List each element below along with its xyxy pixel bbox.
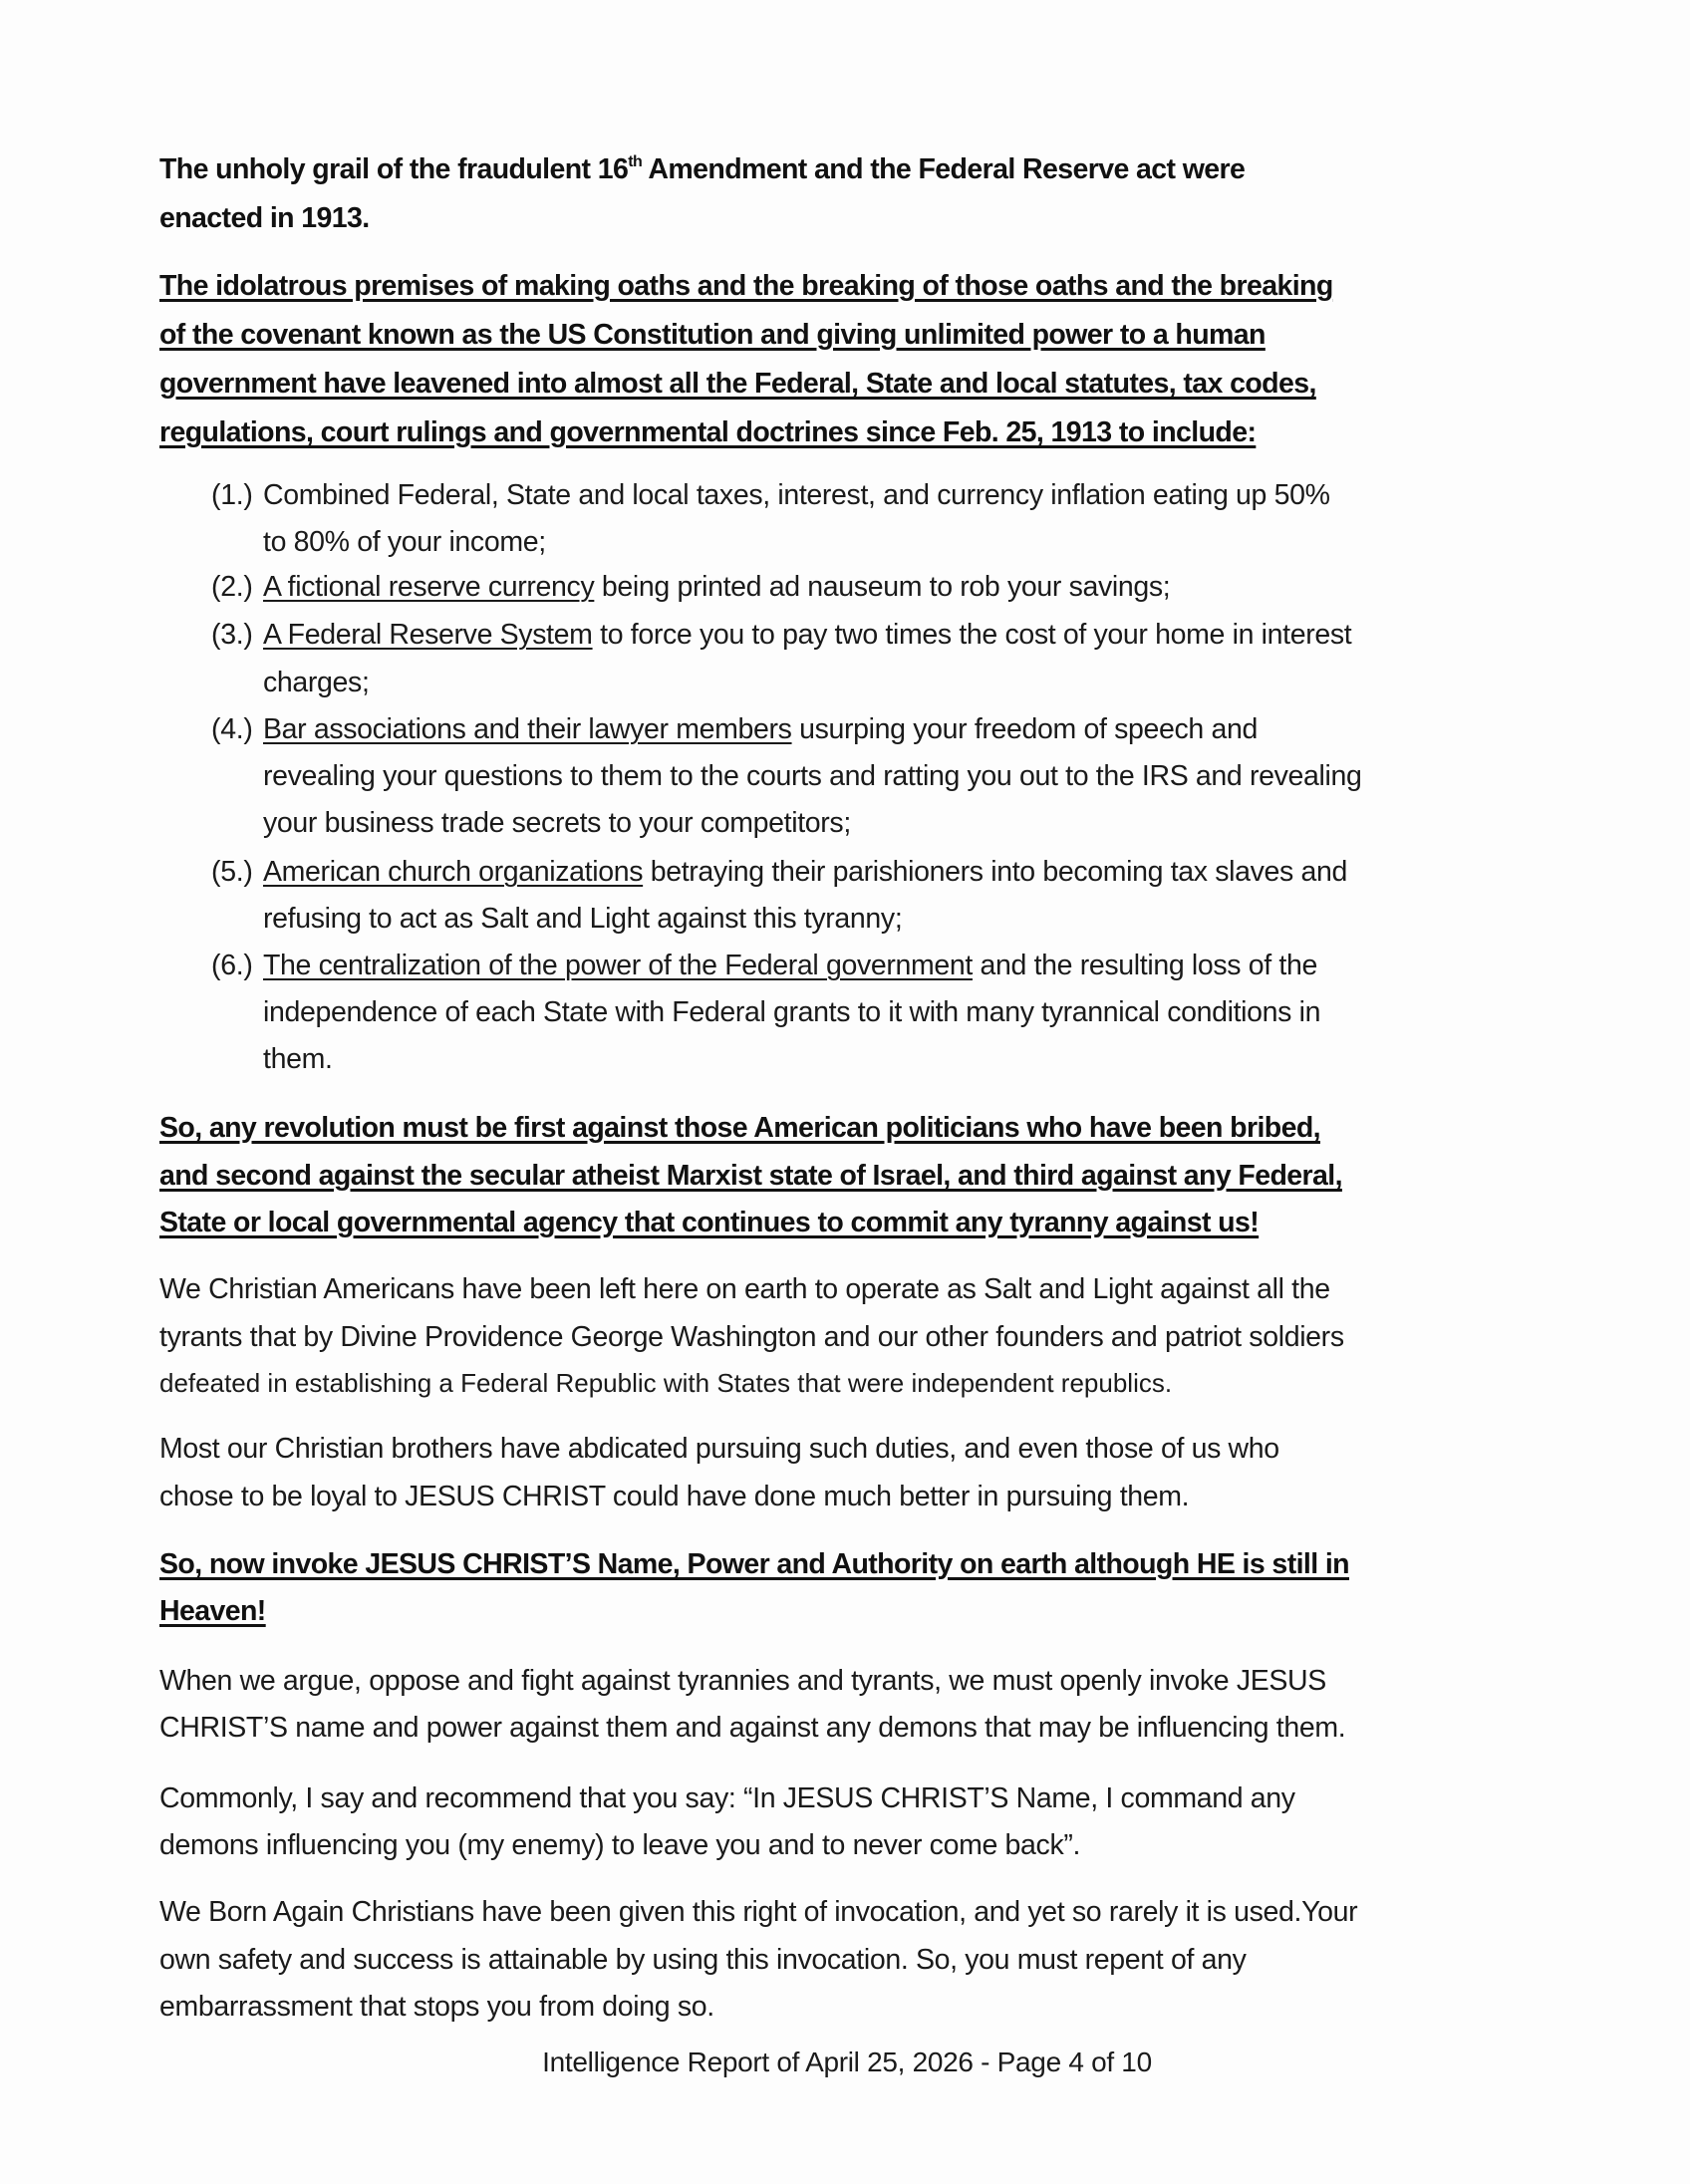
list-item-text: Combined Federal, State and local taxes, interest, and currency inflation eating up 50% bbox=[263, 479, 1330, 511]
list-item-text: The centralization of the power of the Federal government and the resulting loss of the bbox=[263, 950, 1317, 981]
revolution-line-3: State or local governmental agency that continues to commit any tyranny against us! bbox=[159, 1207, 1260, 1238]
ordinal-suffix: th bbox=[628, 153, 643, 170]
paragraph-line: demons influencing you (my enemy) to leave you and to never come back”. bbox=[159, 1829, 1081, 1861]
list-number: (2.) bbox=[211, 571, 253, 603]
underlined-phrase: A fictional reserve currency bbox=[263, 571, 595, 603]
paragraph-line: defeated in establishing a Federal Republic with States that were independent republics. bbox=[159, 1368, 1173, 1398]
page-footer bbox=[0, 2048, 1690, 2076]
revolution-line-2: and second against the secular atheist Marxist state of Israel, and third against any Federal, bbox=[159, 1160, 1342, 1192]
invoke-line-2: Heaven! bbox=[159, 1595, 266, 1627]
list-item-text-cont: refusing to act as Salt and Light against this tyranny; bbox=[263, 903, 903, 935]
paragraph-line: CHRIST’S name and power against them and against any demons that may be influencing them. bbox=[159, 1712, 1346, 1744]
list-item-text: A fictional reserve currency being printed ad nauseum to rob your savings; bbox=[263, 571, 1171, 603]
list-item-text-cont: them. bbox=[263, 1043, 333, 1075]
paragraph-line: Commonly, I say and recommend that you say: “In JESUS CHRIST’S Name, I command any bbox=[159, 1782, 1295, 1814]
heading-line-4: regulations, court rulings and governmental doctrines since Feb. 25, 1913 to include: bbox=[159, 416, 1257, 448]
list-item-text-cont: your business trade secrets to your competitors; bbox=[263, 807, 851, 839]
list-item-text-cont: independence of each State with Federal grants to it with many tyrannical conditions in bbox=[263, 996, 1321, 1028]
paragraph-line: tyrants that by Divine Providence George Washington and our other founders and patriot soldiers bbox=[159, 1321, 1344, 1353]
paragraph-line: own safety and success is attainable by using this invocation. So, you must repent of any bbox=[159, 1944, 1247, 1976]
invoke-line-1: So, now invoke JESUS CHRIST’S Name, Power and Authority on earth although HE is still in bbox=[159, 1548, 1349, 1580]
list-number: (1.) bbox=[211, 479, 253, 511]
underlined-phrase: A Federal Reserve System bbox=[263, 619, 593, 651]
intro-line-2: enacted in 1913. bbox=[159, 202, 370, 234]
paragraph-line: We Christian Americans have been left here on earth to operate as Salt and Light against all the bbox=[159, 1273, 1330, 1305]
paragraph-line: embarrassment that stops you from doing so. bbox=[159, 1991, 714, 2023]
list-number: (4.) bbox=[211, 713, 253, 745]
list-item-text-cont: charges; bbox=[263, 667, 370, 698]
list-item-text: A Federal Reserve System to force you to pay two times the cost of your home in interest bbox=[263, 619, 1352, 651]
revolution-line-1: So, any revolution must be first against those American politicians who have been bribed, bbox=[159, 1112, 1320, 1144]
intro-line-1: The unholy grail of the fraudulent 16th Amendment and the Federal Reserve act were bbox=[159, 153, 1246, 185]
list-item-text-cont: to 80% of your income; bbox=[263, 526, 546, 558]
underlined-phrase: American church organizations bbox=[263, 856, 644, 888]
footer-text: Intelligence Report of April 25, 2026 - Page 4 of 10 bbox=[542, 2047, 1152, 2077]
list-item-text: American church organizations betraying their parishioners into becoming tax slaves and bbox=[263, 856, 1347, 888]
paragraph-line: When we argue, oppose and fight against tyrannies and tyrants, we must openly invoke JESUS bbox=[159, 1665, 1326, 1697]
paragraph-line: Most our Christian brothers have abdicated pursuing such duties, and even those of us who bbox=[159, 1433, 1279, 1465]
heading-line-1: The idolatrous premises of making oaths and the breaking of those oaths and the breaking bbox=[159, 270, 1333, 302]
heading-line-2: of the covenant known as the US Constitution and giving unlimited power to a human bbox=[159, 319, 1266, 351]
list-number: (5.) bbox=[211, 856, 253, 888]
paragraph-line: chose to be loyal to JESUS CHRIST could have done much better in pursuing them. bbox=[159, 1481, 1190, 1512]
heading-line-3: government have leavened into almost all the Federal, State and local statutes, tax codes, bbox=[159, 368, 1316, 400]
list-item-text: Bar associations and their lawyer members usurping your freedom of speech and bbox=[263, 713, 1258, 745]
paragraph-line: We Born Again Christians have been given this right of invocation, and yet so rarely it is used.Your bbox=[159, 1896, 1358, 1928]
underlined-phrase: Bar associations and their lawyer members bbox=[263, 713, 792, 745]
list-item-text-cont: revealing your questions to them to the courts and ratting you out to the IRS and revealing bbox=[263, 760, 1362, 792]
list-number: (6.) bbox=[211, 950, 253, 981]
list-number: (3.) bbox=[211, 619, 253, 651]
underlined-phrase: The centralization of the power of the Federal government bbox=[263, 950, 973, 981]
